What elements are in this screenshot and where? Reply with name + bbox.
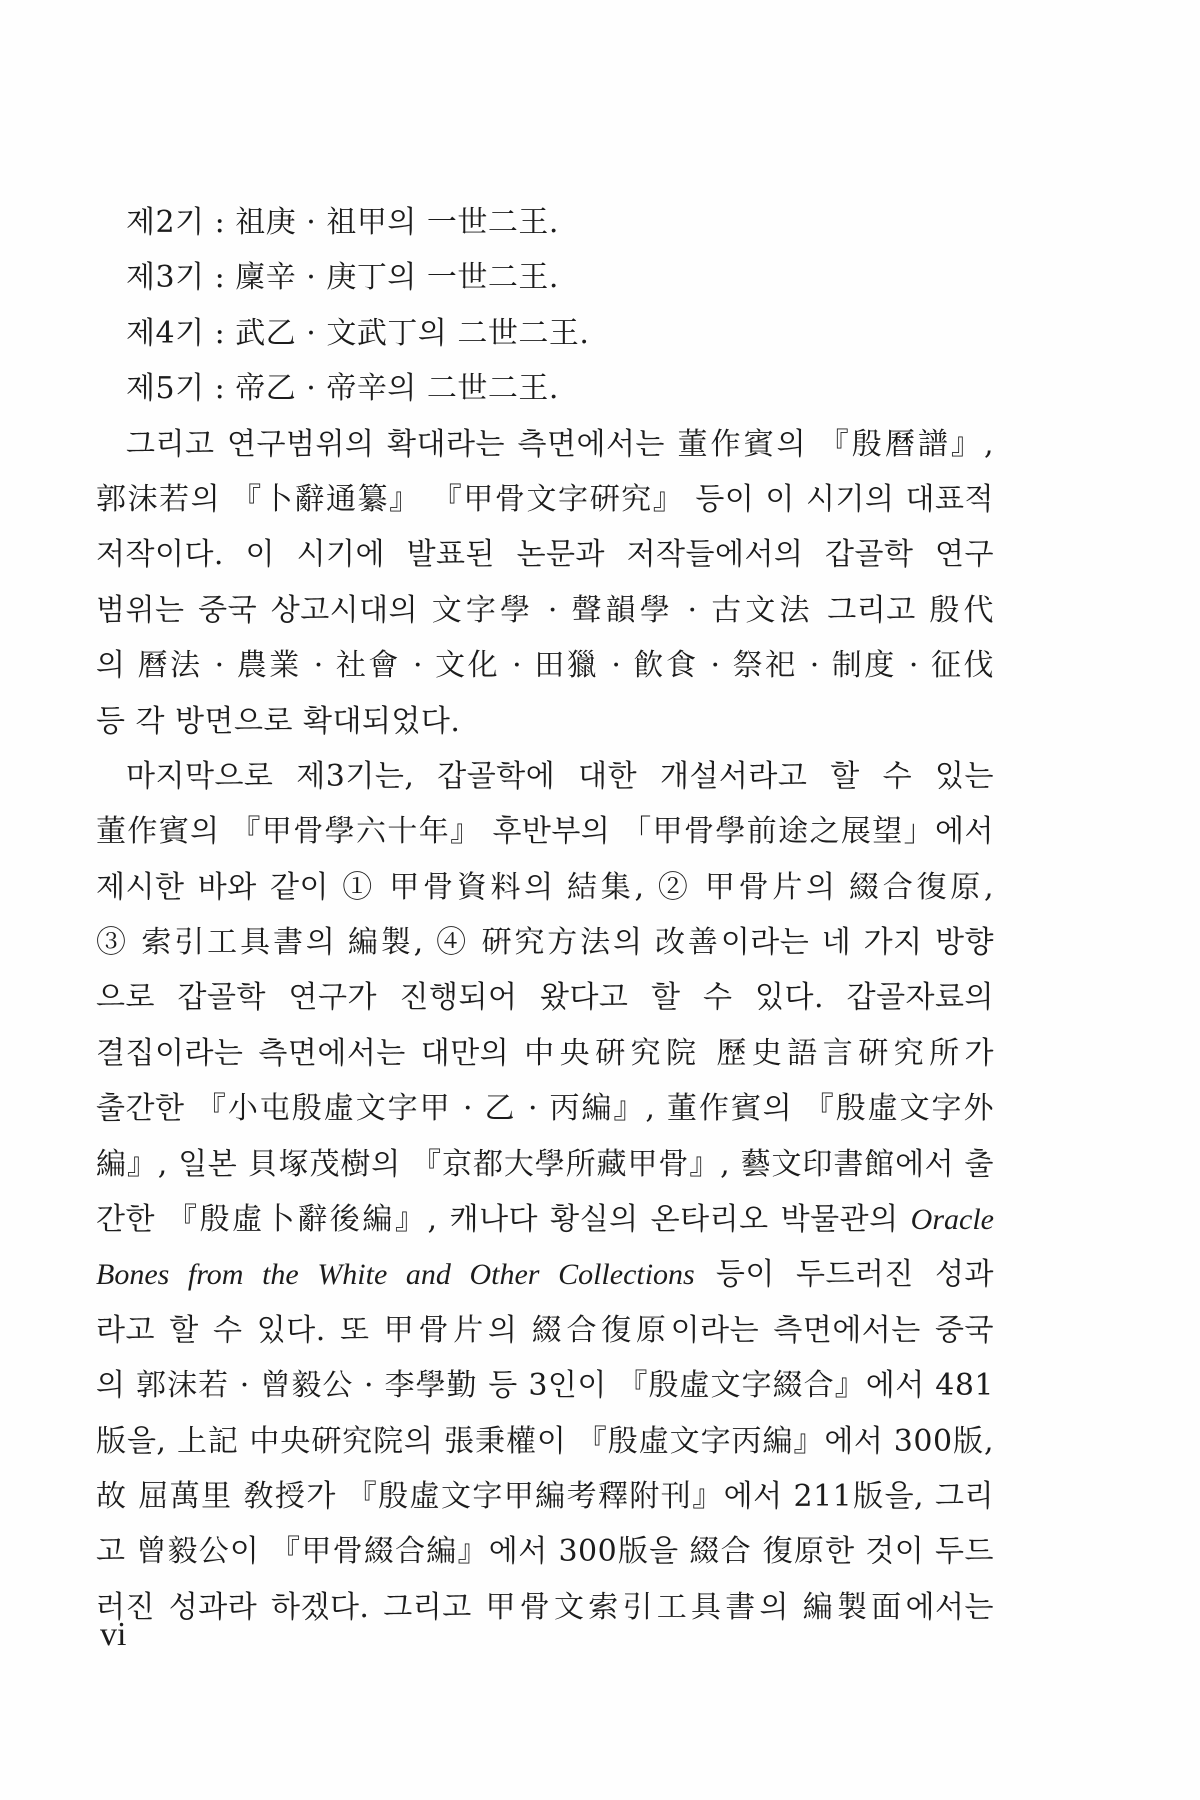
text-line-21: 라고 할 수 있다. 또 甲骨片의 綴合復原이라는 측면에서는 중국 — [96, 1312, 994, 1348]
text-line-20-korean: 등이 두드러진 성과 — [715, 1257, 994, 1293]
text-line-8: 범위는 중국 상고시대의 文字學 · 聲韻學 · 古文法 그리고 殷代 — [96, 592, 994, 628]
italic-title-start: Oracle — [910, 1203, 994, 1237]
text-line-4: 제5기 : 帝乙 · 帝辛의 二世二王. — [126, 371, 559, 407]
text-line-17: 출간한 『小屯殷虛文字甲 · 乙 · 丙編』, 董作賓의 『殷虛文字外 — [96, 1091, 994, 1127]
text-line-23: 版을, 上記 中央硏究院의 張秉權이 『殷虛文字丙編』에서 300版, — [96, 1423, 994, 1459]
text-line-12: 董作賓의 『甲骨學六十年』 후반부의 「甲骨學前途之展望」에서 — [96, 814, 994, 850]
text-line-22: 의 郭沫若 · 曾毅公 · 李學勤 등 3인이 『殷虛文字綴合』에서 481 — [96, 1368, 994, 1404]
text-line-25: 고 曾毅公이 『甲骨綴合編』에서 300版을 綴合 復原한 것이 두드 — [96, 1534, 994, 1570]
text-line-11: 마지막으로 제3기는, 갑골학에 대한 개설서라고 할 수 있는 — [126, 758, 994, 794]
text-line-10: 등 각 방면으로 확대되었다. — [96, 703, 461, 739]
text-line-26: 러진 성과라 하겠다. 그리고 甲骨文索引工具書의 編製面에서는 — [96, 1589, 994, 1625]
text-line-5: 그리고 연구범위의 확대라는 측면에서는 董作賓의 『殷曆譜』, — [126, 426, 994, 462]
text-line-14: ③ 索引工具書의 編製, ④ 硏究方法의 改善이라는 네 가지 방향 — [96, 925, 994, 961]
text-line-19 — [96, 1192, 994, 1247]
page-number: vi — [100, 1616, 127, 1653]
text-line-9: 의 曆法 · 農業 · 社會 · 文化 · 田獵 · 飮食 · 祭祀 · 制度 · 征伐 — [96, 648, 994, 684]
text-line-6: 郭沫若의 『卜辭通纂』 『甲骨文字硏究』 등이 이 시기의 대표적 — [96, 481, 994, 517]
text-line-16: 결집이라는 측면에서는 대만의 中央硏究院 歷史語言硏究所가 — [96, 1035, 994, 1071]
text-line-1: 제2기 : 祖庚 · 祖甲의 一世二王. — [126, 205, 559, 240]
text-line-19-korean: 간한 『殷虛卜辭後編』, 캐나다 황실의 온타리오 박물관의 — [96, 1202, 899, 1238]
text-line-24: 故 屈萬里 敎授가 『殷虛文字甲編考釋附刊』에서 211版을, 그리 — [96, 1478, 994, 1514]
text-line-3: 제4기 : 武乙 · 文武丁의 二世二王. — [126, 315, 590, 351]
text-line-15: 으로 갑골학 연구가 진행되어 왔다고 할 수 있다. 갑골자료의 — [96, 980, 994, 1016]
text-line-7: 저작이다. 이 시기에 발표된 논문과 저작들에서의 갑골학 연구 — [96, 537, 994, 573]
italic-title-end: Bones from the White and Other Collections — [96, 1258, 695, 1292]
text-line-2: 제3기 : 廩辛 · 庚丁의 一世二王. — [126, 260, 559, 296]
body-text — [96, 195, 994, 1635]
text-line-13: 제시한 바와 같이 ① 甲骨資料의 結集, ② 甲骨片의 綴合復原, — [96, 869, 994, 905]
text-line-18: 編』, 일본 貝塚茂樹의 『京都大學所藏甲骨』, 藝文印書館에서 출 — [96, 1146, 994, 1182]
text-line-20 — [96, 1247, 994, 1302]
